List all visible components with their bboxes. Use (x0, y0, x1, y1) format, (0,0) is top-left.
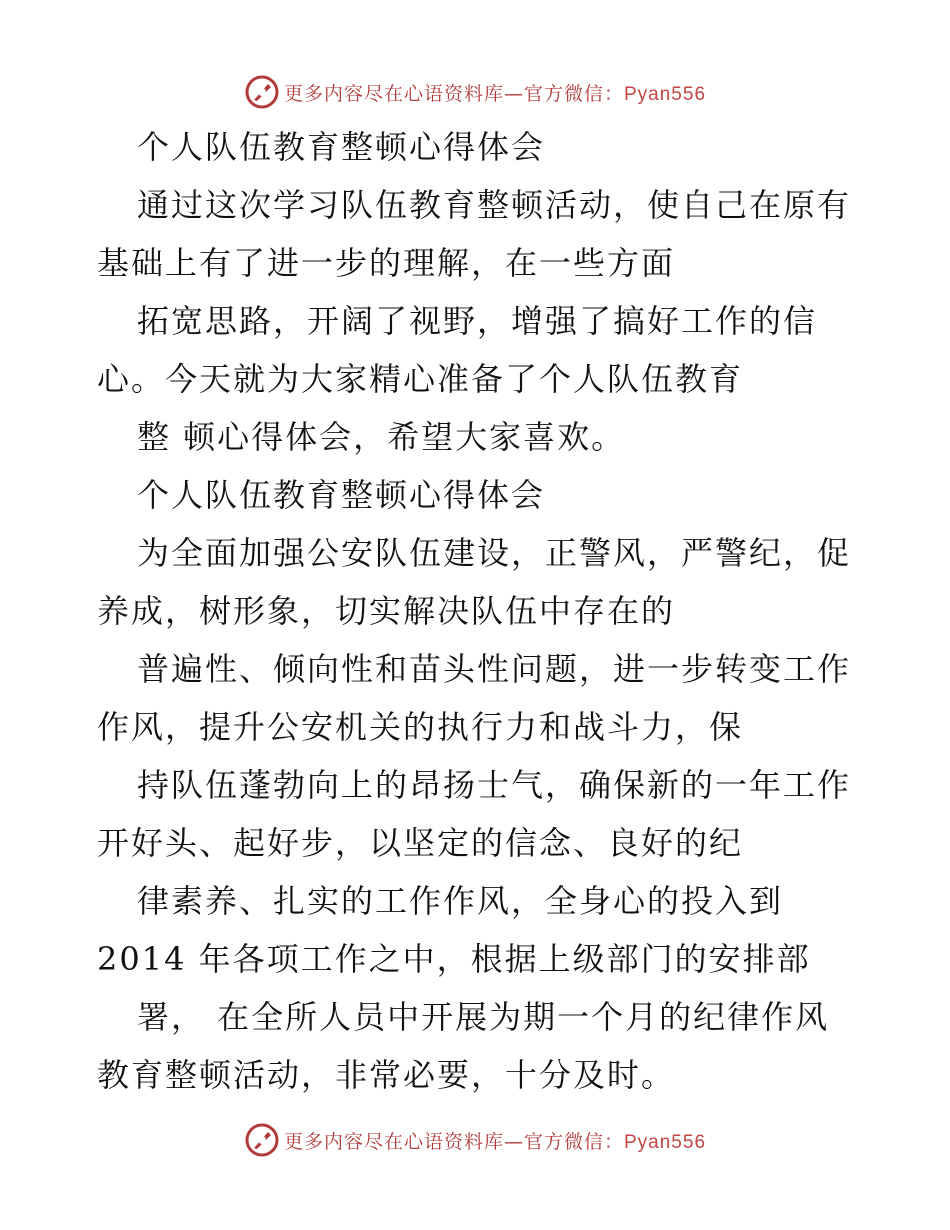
text-line: 律素养、扎实的工作作风，全身心的投入到 (137, 882, 784, 920)
text-line: 开好头、起好步，以坚定的信念、良好的纪 (97, 824, 744, 862)
text-line: 为全面加强公安队伍建设，正警风，严警纪，促 (137, 534, 852, 572)
text-line: 教育整顿活动，非常必要，十分及时。 (97, 1056, 676, 1094)
watermark-text: 更多内容尽在心语资料库—官方微信：Pyan556 (283, 82, 707, 105)
text-line: 整 顿心得体会，希望大家喜欢。 (137, 418, 626, 456)
document-body (97, 118, 857, 1104)
watermark-text: 更多内容尽在心语资料库—官方微信：Pyan556 (283, 1130, 707, 1153)
text-line: 个人队伍教育整顿心得体会 (137, 476, 546, 514)
header-watermark (0, 72, 950, 112)
quill-seal-icon (244, 1122, 280, 1158)
text-line: 拓宽思路，开阔了视野，增强了搞好工作的信 (137, 302, 818, 340)
text-line: 通过这次学习队伍教育整顿活动，使自己在原有 (137, 186, 852, 224)
text-line: 普遍性、倾向性和苗头性问题，进一步转变工作 (137, 650, 852, 688)
text-line: 作风，提升公安机关的执行力和战斗力，保 (97, 708, 744, 746)
text-line: 基础上有了进一步的理解，在一些方面 (97, 244, 676, 282)
text-line: 持队伍蓬勃向上的昂扬士气，确保新的一年工作 (137, 766, 852, 804)
text-line: 养成，树形象，切实解决队伍中存在的 (97, 592, 676, 630)
text-line: 心。今天就为大家精心准备了个人队伍教育 (97, 360, 744, 398)
watermark-account: Pyan556 (624, 1131, 707, 1153)
watermark-account: Pyan556 (624, 83, 707, 105)
footer-watermark (0, 1120, 950, 1160)
text-line: 个人队伍教育整顿心得体会 (137, 128, 546, 166)
text-line: 署， 在全所人员中开展为期一个月的纪律作风 (137, 998, 830, 1036)
text-line: 2014 年各项工作之中，根据上级部门的安排部 (97, 940, 811, 978)
quill-seal-icon (244, 74, 280, 110)
